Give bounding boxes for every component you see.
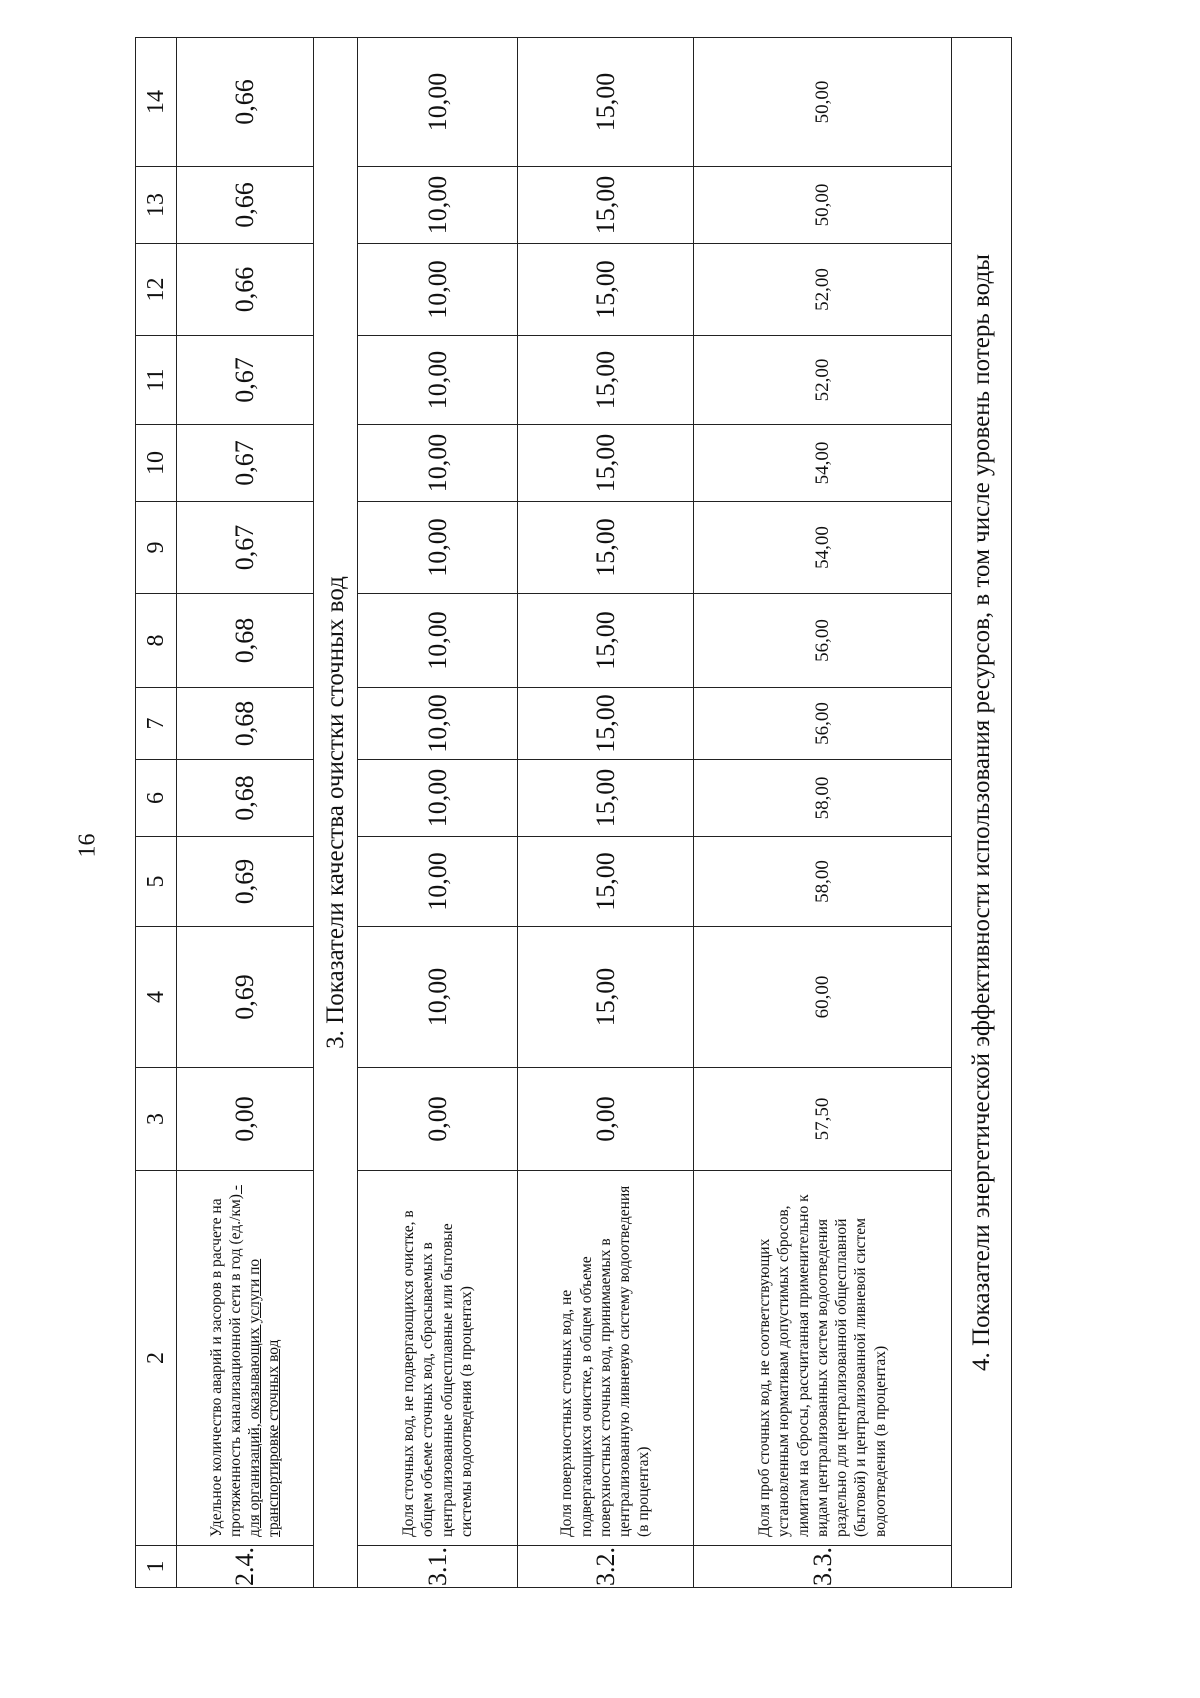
value-cell: 0,69 — [177, 837, 314, 927]
table-row — [518, 38, 694, 1588]
value-cell: 15,00 — [518, 502, 694, 594]
value-cell: 15,00 — [518, 927, 694, 1068]
value-cell: 10,00 — [358, 594, 518, 688]
value-cell: 54,00 — [694, 502, 952, 594]
value-cell: 0,67 — [177, 425, 314, 502]
table-row — [694, 38, 952, 1588]
value-cell: 10,00 — [358, 38, 518, 167]
col-header-4: 4 — [136, 927, 177, 1068]
row-description — [177, 1171, 314, 1546]
value-cell: 54,00 — [694, 425, 952, 502]
value-cell: 10,00 — [358, 425, 518, 502]
col-header-10: 10 — [136, 425, 177, 502]
row-description: Доля проб сточных вод, не соответствующих установленным нормативам допустимых сбросов, лимитам на сбросы, рассчитанная применительно к видам централизованных систем водоотведения раздельно для централизованной общесплавной (бытовой) и централизованной ливневой систем водоотведения (в процентах) — [694, 1171, 952, 1546]
value-cell: 10,00 — [358, 927, 518, 1068]
value-cell: 10,00 — [358, 167, 518, 244]
section-header-row — [314, 38, 358, 1588]
value-cell: 57,50 — [694, 1068, 952, 1171]
row-description: Доля сточных вод, не подвергающихся очистке, в общем объеме сточных вод, сбрасываемых в централизованные общесплавные или бытовые системы водоотведения (в процентах) — [358, 1171, 518, 1546]
col-header-13: 13 — [136, 167, 177, 244]
value-cell: 0,69 — [177, 927, 314, 1068]
section-title: 3. Показатели качества очистки сточных вод — [314, 38, 358, 1588]
col-header-6: 6 — [136, 760, 177, 837]
col-header-14: 14 — [136, 38, 177, 167]
table-row — [177, 38, 314, 1588]
value-cell: 0,66 — [177, 38, 314, 167]
value-cell: 0,66 — [177, 167, 314, 244]
col-header-9: 9 — [136, 502, 177, 594]
row-id: 2.4. — [177, 1546, 314, 1588]
value-cell: 15,00 — [518, 244, 694, 336]
table-row — [358, 38, 518, 1588]
row-description-underlined: - для организаций, оказывающих услуги по транспортировке сточных вод — [226, 1185, 283, 1537]
value-cell: 0,66 — [177, 244, 314, 336]
value-cell: 50,00 — [694, 38, 952, 167]
value-cell: 60,00 — [694, 927, 952, 1068]
row-id: 3.2. — [518, 1546, 694, 1588]
col-header-2: 2 — [136, 1171, 177, 1546]
value-cell: 15,00 — [518, 425, 694, 502]
page-number: 16 — [74, 833, 101, 858]
row-id: 3.3. — [694, 1546, 952, 1588]
value-cell: 10,00 — [358, 244, 518, 336]
value-cell: 58,00 — [694, 837, 952, 927]
value-cell: 10,00 — [358, 336, 518, 425]
value-cell: 0,68 — [177, 688, 314, 760]
value-cell: 15,00 — [518, 594, 694, 688]
value-cell: 10,00 — [358, 837, 518, 927]
value-cell: 52,00 — [694, 336, 952, 425]
value-cell: 0,00 — [177, 1068, 314, 1171]
rotated-table-container — [135, 38, 1065, 1588]
value-cell: 0,68 — [177, 760, 314, 837]
col-header-1: 1 — [136, 1546, 177, 1588]
value-cell: 52,00 — [694, 244, 952, 336]
row-id: 3.1. — [358, 1546, 518, 1588]
column-number-header — [136, 38, 177, 1588]
value-cell: 10,00 — [358, 502, 518, 594]
value-cell: 56,00 — [694, 594, 952, 688]
value-cell: 15,00 — [518, 688, 694, 760]
col-header-11: 11 — [136, 336, 177, 425]
value-cell: 15,00 — [518, 837, 694, 927]
value-cell: 15,00 — [518, 167, 694, 244]
col-header-8: 8 — [136, 594, 177, 688]
value-cell: 15,00 — [518, 336, 694, 425]
value-cell: 58,00 — [694, 760, 952, 837]
col-header-5: 5 — [136, 837, 177, 927]
section-title: 4. Показатели энергетической эффективности использования ресурсов, в том числе уровень потерь воды — [952, 38, 1012, 1588]
col-header-7: 7 — [136, 688, 177, 760]
value-cell: 0,68 — [177, 594, 314, 688]
value-cell: 15,00 — [518, 38, 694, 167]
value-cell: 10,00 — [358, 760, 518, 837]
row-description: Доля поверхностных сточных вод, не подвергающихся очистке, в общем объеме поверхностных сточных вод, принимаемых в централизованную ливневую систему водоотведения (в процентах) — [518, 1171, 694, 1546]
value-cell: 56,00 — [694, 688, 952, 760]
row-description-text: Удельное количество аварий и засоров в расчете на протяженность канализационной сети в год (ед./км) — [207, 1194, 244, 1537]
value-cell: 0,00 — [518, 1068, 694, 1171]
value-cell: 0,67 — [177, 336, 314, 425]
value-cell: 0,67 — [177, 502, 314, 594]
value-cell: 10,00 — [358, 688, 518, 760]
value-cell: 50,00 — [694, 167, 952, 244]
col-header-3: 3 — [136, 1068, 177, 1171]
indicators-table — [135, 37, 1012, 1588]
col-header-12: 12 — [136, 244, 177, 336]
value-cell: 15,00 — [518, 760, 694, 837]
section-header-row — [952, 38, 1012, 1588]
value-cell: 0,00 — [358, 1068, 518, 1171]
